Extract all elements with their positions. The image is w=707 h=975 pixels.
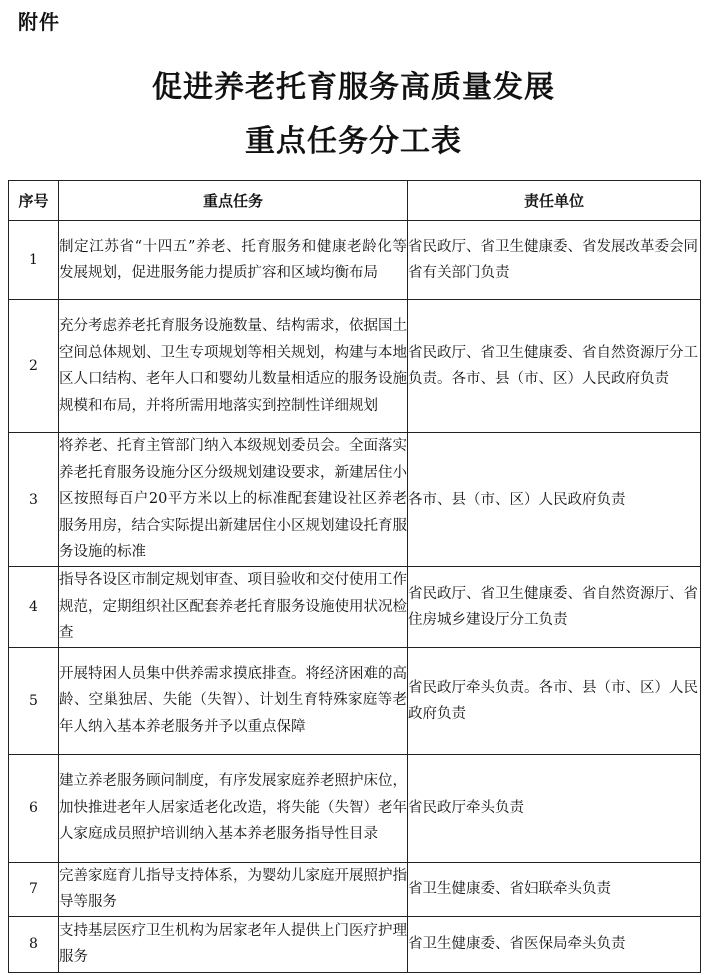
row-task: 建立养老服务顾问制度，有序发展家庭养老照护床位，加快推进老年人居家适老化改造，将失能（失智）老年人家庭成员照护培训纳入基本养老服务指导性目录 bbox=[59, 754, 408, 862]
row-task: 支持基层医疗卫生机构为居家老年人提供上门医疗护理服务 bbox=[59, 916, 408, 972]
row-no: 8 bbox=[9, 916, 59, 972]
row-no: 3 bbox=[9, 433, 59, 567]
row-unit: 省民政厅、省卫生健康委、省自然资源厅分工负责。各市、县（市、区）人民政府负责 bbox=[408, 300, 701, 433]
row-unit: 省卫生健康委、省妇联牵头负责 bbox=[408, 862, 701, 916]
row-task: 完善家庭育儿指导支持体系，为婴幼儿家庭开展照护指导等服务 bbox=[59, 862, 408, 916]
table-row bbox=[9, 647, 701, 754]
row-unit: 省民政厅、省卫生健康委、省自然资源厅、省住房城乡建设厅分工负责 bbox=[408, 567, 701, 648]
row-unit: 省民政厅牵头负责。各市、县（市、区）人民政府负责 bbox=[408, 647, 701, 754]
row-task: 充分考虑养老托育服务设施数量、结构需求，依据国土空间总体规划、卫生专项规划等相关规划，构建与本地区人口结构、老年人口和婴幼儿数量相适应的服务设施规模和布局，并将所需用地落实到控制性详细规划 bbox=[59, 300, 408, 433]
document-title-line-1: 促进养老托育服务高质量发展 bbox=[152, 70, 555, 105]
table-row bbox=[9, 221, 701, 300]
table-row bbox=[9, 862, 701, 916]
row-unit: 省卫生健康委、省医保局牵头负责 bbox=[408, 916, 701, 972]
row-task: 开展特困人员集中供养需求摸底排查。将经济困难的高龄、空巢独居、失能（失智）、计划生育特殊家庭等老年人纳入基本养老服务并予以重点保障 bbox=[59, 647, 408, 754]
row-unit: 省民政厅牵头负责 bbox=[408, 754, 701, 862]
table-row bbox=[9, 916, 701, 972]
document-title-line-2: 重点任务分工表 bbox=[245, 124, 462, 159]
row-task: 指导各设区市制定规划审查、项目验收和交付使用工作规范，定期组织社区配套养老托育服务设施使用状况检查 bbox=[59, 567, 408, 648]
table-row bbox=[9, 300, 701, 433]
header-no: 序号 bbox=[9, 181, 59, 221]
table-row bbox=[9, 567, 701, 648]
header-unit: 责任单位 bbox=[408, 181, 701, 221]
header-task: 重点任务 bbox=[59, 181, 408, 221]
row-no: 5 bbox=[9, 647, 59, 754]
table-header-row bbox=[9, 181, 701, 221]
row-unit: 省民政厅、省卫生健康委、省发展改革委会同省有关部门负责 bbox=[408, 221, 701, 300]
row-no: 2 bbox=[9, 300, 59, 433]
attachment-label: 附件 bbox=[18, 10, 60, 34]
table-row bbox=[9, 754, 701, 862]
row-no: 6 bbox=[9, 754, 59, 862]
task-allocation-table bbox=[8, 180, 701, 973]
row-no: 4 bbox=[9, 567, 59, 648]
row-task: 制定江苏省“十四五”养老、托育服务和健康老龄化等发展规划，促进服务能力提质扩容和区域均衡布局 bbox=[59, 221, 408, 300]
row-task: 将养老、托育主管部门纳入本级规划委员会。全面落实养老托育服务设施分区分级规划建设要求，新建居住小区按照每百户20平方米以上的标准配套建设社区养老服务用房，结合实际提出新建居住小区规划建设托育服务设施的标准 bbox=[59, 433, 408, 567]
row-unit: 各市、县（市、区）人民政府负责 bbox=[408, 433, 701, 567]
row-no: 1 bbox=[9, 221, 59, 300]
table-row bbox=[9, 433, 701, 567]
row-no: 7 bbox=[9, 862, 59, 916]
